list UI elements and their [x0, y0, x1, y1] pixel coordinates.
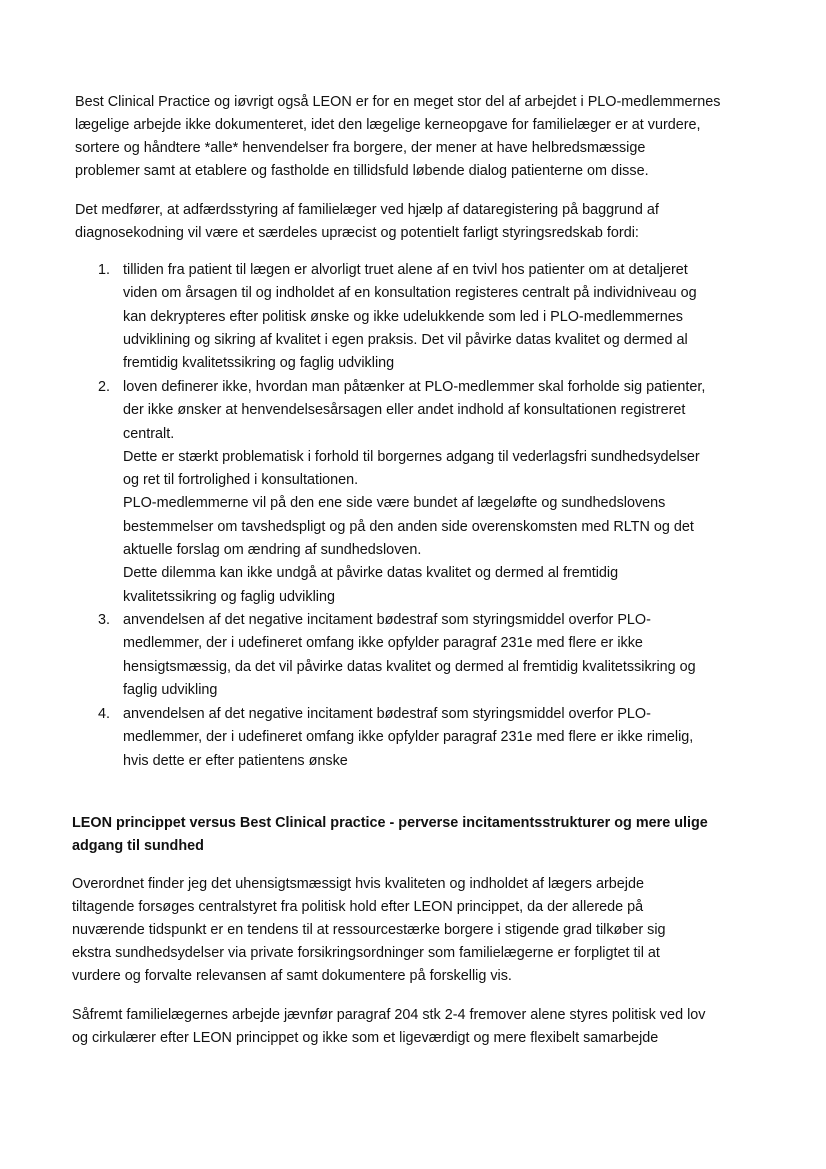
- list-item-body: [123, 703, 693, 773]
- section-heading: [72, 812, 708, 858]
- text-line: anvendelsen af det negative incitament bødestraf som styringsmiddel overfor PLO-: [123, 612, 651, 628]
- text-line: hvis dette er efter patientens ønske: [123, 752, 348, 769]
- text-line: aktuelle forslag om ændring af sundhedsloven.: [123, 542, 422, 559]
- text-line: hensigtsmæssig, da det vil påvirke datas kvalitet og dermed al fremtidig kvalitetssikring og: [123, 658, 696, 675]
- heading-line: LEON princippet versus Best Clinical practice - perverse incitamentsstrukturer og mere ulige: [72, 815, 708, 831]
- list-item-number: 4.: [98, 706, 111, 722]
- text-line: medlemmer, der i udefineret omfang ikke opfylder paragraf 231e med flere er ikke rimelig,: [123, 729, 694, 746]
- list-item-number: 1.: [98, 262, 111, 278]
- text-line: Best Clinical Practice og iøvrigt også LEON er for en meget stor del af arbejdet i PLO-medlemmernes: [75, 94, 721, 110]
- body-paragraph: [72, 873, 666, 988]
- text-line: tiltagende forsøges centralstyret fra politisk hold efter LEON princippet, da der allerede på: [72, 899, 644, 915]
- text-line: fremtidig kvalitetssikring og faglig udvikling: [123, 355, 395, 372]
- text-line: sortere og håndtere *alle* henvendelser fra borgere, der mener at have helbredsmæssige: [75, 140, 646, 156]
- list-item-body: [123, 259, 697, 375]
- list-item-number: 3.: [98, 612, 111, 628]
- body-paragraph: [72, 1004, 705, 1050]
- text-line: diagnosekodning vil være et særdeles upræcist og potentielt farligt styringsredskab fordi:: [75, 225, 639, 241]
- text-line: vurdere og forvalte relevansen af samt dokumentere på forskellig vis.: [72, 968, 512, 984]
- text-line: ekstra sundhedsydelser via private forsikringsordninger som familielægerne er forpligtet til at: [72, 945, 660, 961]
- text-line: udviklining og sikring af kvalitet i egen praksis. Det vil påvirke datas kvalitet og dermed al: [123, 331, 688, 348]
- text-line: loven definerer ikke, hvordan man påtænker at PLO-medlemmer skal forholde sig patienter,: [123, 379, 706, 395]
- text-line: Dette er stærkt problematisk i forhold til borgernes adgang til vederlagsfri sundhedsydelser: [123, 448, 700, 465]
- text-line: og cirkulærer efter LEON princippet og ikke som et ligeværdigt og mere flexibelt samarbejde: [72, 1030, 659, 1046]
- text-line: anvendelsen af det negative incitament bødestraf som styringsmiddel overfor PLO-: [123, 706, 651, 722]
- text-line: medlemmer, der i udefineret omfang ikke opfylder paragraf 231e med flere er ikke: [123, 635, 643, 652]
- text-line: tilliden fra patient til lægen er alvorligt truet alene af en tvivl hos patienter om at detaljeret: [123, 262, 688, 278]
- list-item-body: [123, 376, 705, 609]
- text-line: centralt.: [123, 425, 175, 442]
- text-line: Dette dilemma kan ikke undgå at påvirke datas kvalitet og dermed al fremtidig: [123, 565, 619, 582]
- text-line: problemer samt at etablere og fastholde en tillidsfuld løbende dialog patienterne om disse.: [75, 163, 649, 179]
- lead-paragraph: [75, 199, 659, 245]
- intro-paragraph: [75, 91, 720, 183]
- text-line: nuværende tidspunkt er en tendens til at ressourcestærke borgere i stigende grad tilkøber sig: [72, 922, 666, 938]
- text-line: PLO-medlemmerne vil på den ene side være bundet af lægeløfte og sundhedslovens: [123, 495, 666, 512]
- text-line: Såfremt familielægernes arbejde jævnfør paragraf 204 stk 2-4 fremover alene styres politisk ved lov: [72, 1007, 706, 1023]
- text-line: der ikke ønsker at henvendelsesårsagen eller andet indhold af konsultationen registreret: [123, 402, 686, 419]
- text-line: kvalitetssikring og faglig udvikling: [123, 588, 335, 605]
- heading-line: adgang til sundhed: [72, 838, 204, 854]
- text-line: kan dekrypteres efter politisk ønske og ikke udelukkende som led i PLO-medlemmernes: [123, 308, 683, 325]
- text-line: lægelige arbejde ikke dokumenteret, idet den lægelige kerneopgave for familielæger er at vurdere,: [75, 117, 701, 133]
- text-line: og ret til fortrolighed i konsultationen.: [123, 472, 359, 489]
- text-line: Det medfører, at adfærdsstyring af familielæger ved hjælp af dataregistering på baggrund af: [75, 202, 659, 218]
- list-item-body: [123, 609, 696, 702]
- text-line: faglig udvikling: [123, 681, 218, 698]
- text-line: viden om årsagen til og indholdet af en konsultation registeres centralt på individniveau og: [123, 285, 697, 302]
- list-item-number: 2.: [98, 379, 111, 395]
- text-line: Overordnet finder jeg det uhensigtsmæssigt hvis kvaliteten og indholdet af lægers arbejde: [72, 876, 644, 892]
- text-line: bestemmelser om tavshedspligt og på den anden side overenskomsten med RLTN og det: [123, 518, 694, 535]
